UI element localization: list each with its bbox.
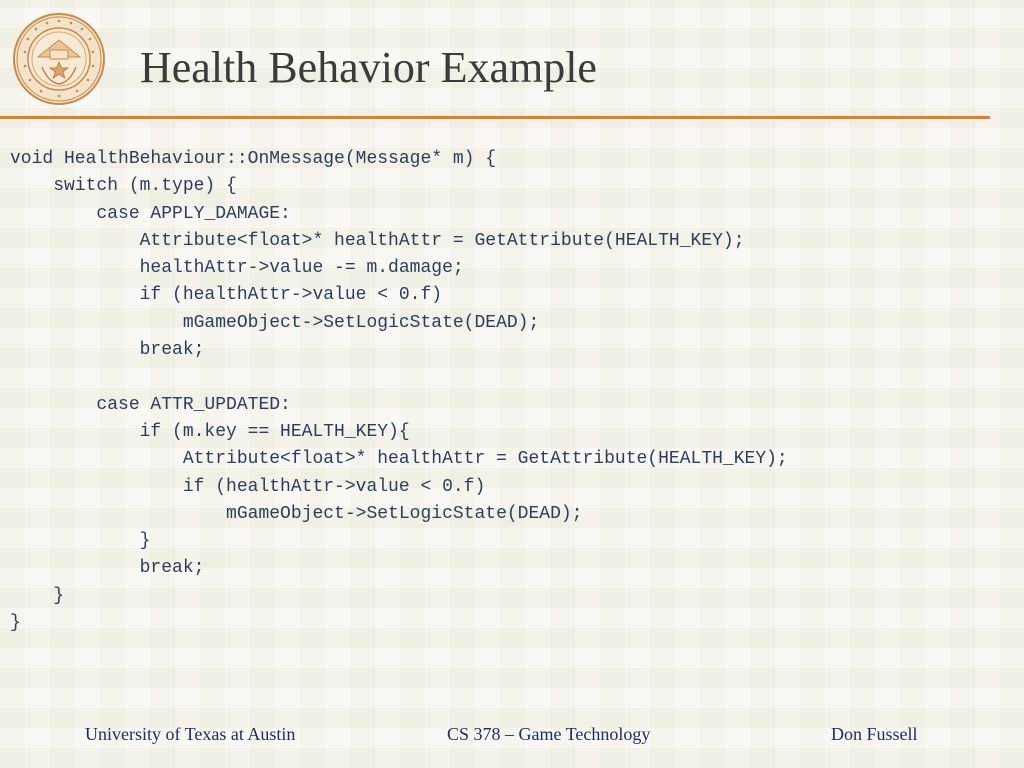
footer-course: CS 378 – Game Technology	[447, 724, 651, 744]
code-line: switch (m.type) {	[10, 176, 237, 197]
university-seal-icon	[12, 12, 106, 106]
code-line: case ATTR_UPDATED:	[10, 394, 291, 415]
code-line: Attribute<float>* healthAttr = GetAttribute(HEALTH_KEY);	[10, 449, 788, 470]
code-line: healthAttr->value -= m.damage;	[10, 258, 464, 279]
code-block	[10, 146, 788, 637]
code-line: if (healthAttr->value < 0.f)	[10, 476, 486, 497]
code-line: case APPLY_DAMAGE:	[10, 203, 291, 224]
footer-institution: University of Texas at Austin	[85, 724, 296, 744]
code-line: }	[10, 585, 65, 606]
code-line: mGameObject->SetLogicState(DEAD);	[10, 503, 583, 524]
code-line: if (healthAttr->value < 0.f)	[10, 285, 443, 306]
title-divider	[0, 116, 990, 119]
slide-title: Health Behavior Example	[140, 43, 597, 92]
code-line: }	[10, 531, 151, 552]
code-line: mGameObject->SetLogicState(DEAD);	[10, 312, 540, 333]
code-line	[10, 364, 788, 391]
code-line: Attribute<float>* healthAttr = GetAttribute(HEALTH_KEY);	[10, 230, 745, 251]
code-line: break;	[10, 558, 205, 579]
code-line: }	[10, 613, 21, 634]
code-line: void HealthBehaviour::OnMessage(Message* m) {	[10, 149, 497, 169]
footer-author: Don Fussell	[831, 724, 918, 744]
code-line: break;	[10, 340, 205, 361]
code-line: if (m.key == HEALTH_KEY){	[10, 421, 410, 442]
